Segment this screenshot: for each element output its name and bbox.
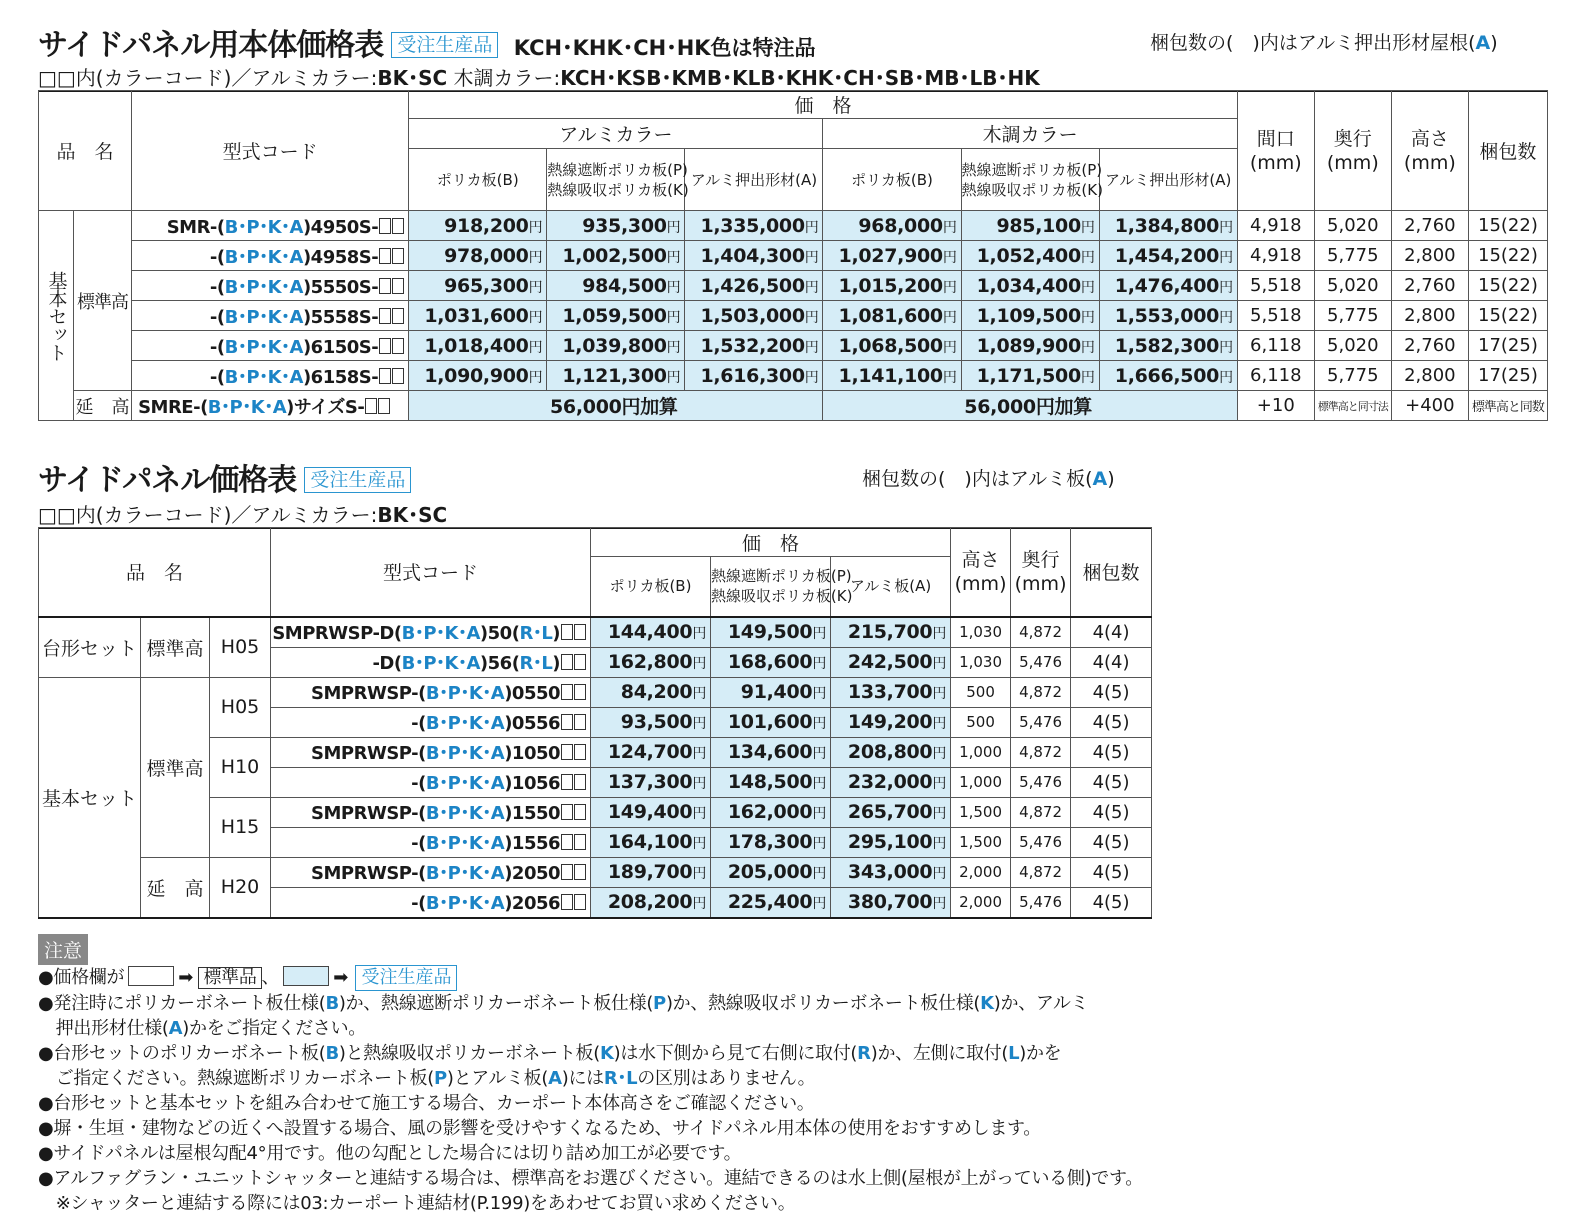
- price-wood-pk: 1,109,500円: [961, 301, 1099, 331]
- t2-pack-note-close: ): [1107, 468, 1115, 490]
- t2-pack-note: [862, 464, 1115, 491]
- model-code: SMR-(B･P･K･A)4950S-: [132, 211, 409, 241]
- pack-value: 標準高と同数: [1468, 391, 1547, 421]
- notes-header: [38, 934, 88, 965]
- t1-h-alu-pk: [547, 149, 689, 211]
- height-value: 2,000: [951, 857, 1011, 887]
- note-line: ●発注時にポリカーボネート板仕様(B)か、熱線遮断ポリカーボネート板仕様(P)か、熱線吸収ポリカーボネート板仕様(K)か、アルミ: [38, 993, 1089, 1014]
- note-line: ご指定ください。熱線遮断ポリカーボネート板(P)とアルミ板(A)にはR･Lの区別はありません。: [38, 1068, 816, 1089]
- pack-value: 4(5): [1071, 737, 1152, 767]
- height-value: 2,800: [1391, 241, 1468, 271]
- height-value: 500: [951, 677, 1011, 707]
- height-value: 1,030: [951, 617, 1011, 648]
- price-alu-a: 1,616,300円: [685, 361, 823, 391]
- t1-pack-note: [1150, 28, 1498, 55]
- table-row: [39, 241, 1548, 271]
- t1-h-depth: 奥行 (mm): [1314, 91, 1391, 211]
- t1-h-alu-b: ポリカ板(B): [409, 149, 547, 211]
- made-label: 受注生産品: [355, 965, 457, 991]
- note-line: ●アルファグラン・ユニットシャッターと連結する場合は、標準高をお選びください。連結できるのは水上側(屋根が上がっている側)です。: [38, 1168, 1143, 1189]
- price-a: 242,500円: [831, 647, 951, 677]
- t1-h-alu-p: 熱線遮断ポリカ板(P): [547, 160, 688, 179]
- depth-value: 5,020: [1314, 211, 1391, 241]
- arrow-icon: ➡: [178, 967, 194, 988]
- t2-h-price: 価 格: [591, 528, 951, 557]
- price-wood-pk: 1,052,400円: [961, 241, 1099, 271]
- price-alu-b: 918,200円: [409, 211, 547, 241]
- depth-value: 4,872: [1011, 857, 1071, 887]
- pack-value: 4(5): [1071, 857, 1152, 887]
- t2-legend-pre: □□内(カラーコード)／アルミカラー:: [38, 503, 378, 527]
- price-alu-pk: 984,500円: [547, 271, 685, 301]
- t2-legend-alu: BK･SC: [377, 503, 448, 527]
- price-pk: 91,400円: [711, 677, 831, 707]
- notes-legend: [38, 965, 1143, 991]
- price-pk: 148,500円: [711, 767, 831, 797]
- price-wood-a: 1,454,200円: [1099, 241, 1237, 271]
- made-sample-swatch: [283, 966, 329, 986]
- note-line: ●台形セットのポリカーボネート板(B)と熱線吸収ポリカーボネート板(K)は水下側から見て右側に取付(R)か、左側に取付(L)かを: [38, 1043, 1062, 1064]
- t1-h-wood-k: 熱線吸収ポリカ板(K): [961, 180, 1103, 199]
- model-code: -(B･P･K･A)6150S-: [132, 331, 409, 361]
- price-alu-b: 1,031,600円: [409, 301, 547, 331]
- price-pk: 168,600円: [711, 647, 831, 677]
- t2-h-b: ポリカ板(B): [591, 557, 711, 617]
- price-a: 133,700円: [831, 677, 951, 707]
- price-a: 380,700円: [831, 887, 951, 918]
- t2-h-depth: 奥行 (mm): [1011, 528, 1071, 617]
- price-wood-a: 1,384,800円: [1099, 211, 1237, 241]
- note-line: 押出形材仕様(A)かをご指定ください。: [38, 1018, 366, 1039]
- t1-title: サイドパネル用本体価格表: [38, 28, 384, 63]
- height-value: 1,000: [951, 767, 1011, 797]
- price-a: 295,100円: [831, 827, 951, 857]
- price-wood-b: 1,081,600円: [823, 301, 961, 331]
- note-line: ●台形セットと基本セットを組み合わせて施工する場合、カーポート本体高さをご確認ください。: [38, 1093, 815, 1114]
- pack-value: 4(4): [1071, 617, 1152, 648]
- t1-pack-note-a: A: [1475, 32, 1491, 54]
- width-value: 5,518: [1237, 271, 1314, 301]
- t2-h-k: 熱線吸収ポリカ板(K): [711, 587, 853, 606]
- t2-h-name: 品 名: [39, 528, 271, 617]
- depth-value: 5,020: [1314, 271, 1391, 301]
- price-b: 164,100円: [591, 827, 711, 857]
- t1-legend-alu: BK･SC: [377, 66, 448, 90]
- notes-header-label: 注意: [38, 934, 88, 965]
- width-value: 6,118: [1237, 331, 1314, 361]
- t2-std-label: 標準高: [141, 617, 210, 678]
- depth-value: 標準高と同寸法: [1314, 391, 1391, 421]
- price-wood-b: 1,027,900円: [823, 241, 961, 271]
- table-row: [39, 271, 1548, 301]
- model-code: -(B･P･K･A)1556: [271, 827, 591, 857]
- t1-h-wood-pk: [961, 149, 1103, 211]
- t2-h-code: 型式コード: [271, 528, 591, 617]
- height-value: 2,760: [1391, 211, 1468, 241]
- pack-value: 4(5): [1071, 827, 1152, 857]
- height-value: +400: [1391, 391, 1468, 421]
- t2-title: サイドパネル価格表: [38, 463, 297, 498]
- height-value: 1,500: [951, 827, 1011, 857]
- t2-kihon-label: 基本セット: [39, 677, 141, 918]
- price-pk: 162,000円: [711, 797, 831, 827]
- t2-h-pk: [711, 557, 853, 617]
- t1-legend-wood: KCH･KSB･KMB･KLB･KHK･CH･SB･MB･LB･HK: [560, 66, 1040, 90]
- height-value: 1,500: [951, 797, 1011, 827]
- model-code: -(B･P･K･A)5558S-: [132, 301, 409, 331]
- pack-value: 4(5): [1071, 767, 1152, 797]
- note-line: ※シャッターと連結する際には03:カーポート連結材(P.199)をあわせてお買い求めください。: [38, 1193, 796, 1214]
- model-code: -(B･P･K･A)6158S-: [132, 361, 409, 391]
- height-value: 2,000: [951, 887, 1011, 918]
- price-b: 93,500円: [591, 707, 711, 737]
- price-b: 144,400円: [591, 617, 711, 648]
- price-alu-a: 1,335,000円: [685, 211, 823, 241]
- price-wood-b: 1,141,100円: [823, 361, 961, 391]
- price-b: 124,700円: [591, 737, 711, 767]
- price-a: 232,000円: [831, 767, 951, 797]
- t1-pack-note-close: ): [1490, 32, 1498, 54]
- model-code: -D(B･P･K･A)56(R･L): [271, 647, 591, 677]
- t2-pack-note-a: A: [1092, 468, 1108, 490]
- price-wood-pk: 985,100円: [961, 211, 1099, 241]
- std-label: 標準品: [198, 967, 261, 989]
- price-alu-b: 1,018,400円: [409, 331, 547, 361]
- height-value: 1,030: [951, 647, 1011, 677]
- price-pk: 101,600円: [711, 707, 831, 737]
- price-pk: 205,000円: [711, 857, 831, 887]
- price-alu-pk: 1,039,800円: [547, 331, 685, 361]
- t2-h-a: アルミ板(A): [831, 557, 951, 617]
- price-pk: 225,400円: [711, 887, 831, 918]
- t1-h-pack: 梱包数: [1468, 91, 1547, 211]
- t1-h-wood-a: アルミ押出形材(A): [1099, 149, 1237, 211]
- price-b: 84,200円: [591, 677, 711, 707]
- width-value: 6,118: [1237, 361, 1314, 391]
- t2-pack-note-text: 梱包数の( )内はアルミ板(: [862, 468, 1093, 490]
- pack-value: 4(5): [1071, 797, 1152, 827]
- model-code: SMPRWSP-(B･P･K･A)1050: [271, 737, 591, 767]
- t2-h-p: 熱線遮断ポリカ板(P): [711, 567, 852, 586]
- depth-value: 5,476: [1011, 827, 1071, 857]
- price-pk: 149,500円: [711, 617, 831, 648]
- price-b: 137,300円: [591, 767, 711, 797]
- price-b: 208,200円: [591, 887, 711, 918]
- model-code: SMPRWSP-(B･P･K･A)1550: [271, 797, 591, 827]
- t1-h-height: 高さ (mm): [1391, 91, 1468, 211]
- price-alu-pk: 1,002,500円: [547, 241, 685, 271]
- t1-legend: [38, 62, 1548, 92]
- t2-legend: [38, 499, 1151, 529]
- t1-legend-pre: □□内(カラーコード)／アルミカラー:: [38, 66, 378, 90]
- t1-std-label: 標準高: [74, 211, 132, 391]
- height-value: 2,760: [1391, 271, 1468, 301]
- t1-table: [38, 90, 1548, 421]
- model-code: -(B･P･K･A)4958S-: [132, 241, 409, 271]
- price-alu-pk: 935,300円: [547, 211, 685, 241]
- table-row: [39, 301, 1548, 331]
- t2-title-block: [38, 455, 411, 499]
- price-wood-b: 968,000円: [823, 211, 961, 241]
- note-line: ●サイドパネルは屋根勾配4°用です。他の勾配とした場合には切り詰め加工が必要です。: [38, 1143, 742, 1164]
- t1-h-name: 品 名: [39, 91, 132, 211]
- t2-h-pack: 梱包数: [1071, 528, 1152, 617]
- t1-ext-label: 延 高: [74, 391, 132, 421]
- price-alu-a: 1,404,300円: [685, 241, 823, 271]
- table-row: [39, 617, 1152, 648]
- table-row: [39, 361, 1548, 391]
- height-value: 2,760: [1391, 331, 1468, 361]
- depth-value: 4,872: [1011, 797, 1071, 827]
- t1-h-alu-a: アルミ押出形材(A): [685, 149, 823, 211]
- price-wood-a: 1,582,300円: [1099, 331, 1237, 361]
- pack-value: 15(22): [1468, 271, 1547, 301]
- price-wood-a: 1,476,400円: [1099, 271, 1237, 301]
- depth-value: 5,476: [1011, 887, 1071, 918]
- model-code: SMPRWSP-(B･P･K･A)2050: [271, 857, 591, 887]
- model-code: -(B･P･K･A)1056: [271, 767, 591, 797]
- depth-value: 4,872: [1011, 617, 1071, 648]
- price-pk: 178,300円: [711, 827, 831, 857]
- ext-wood-price: 56,000円加算: [823, 391, 1237, 421]
- note-line: ●塀・生垣・建物などの近くへ設置する場合、風の影響を受けやすくなるため、サイドパネル用本体の使用をおすすめします。: [38, 1118, 1042, 1139]
- t2-std-label: 標準高: [141, 677, 210, 857]
- price-a: 343,000円: [831, 857, 951, 887]
- height-value: 2,800: [1391, 301, 1468, 331]
- pack-value: 15(22): [1468, 301, 1547, 331]
- t2-h-code-label: H05: [210, 617, 271, 678]
- t1-special: KCH･KHK･CH･HK色は特注品: [513, 36, 816, 60]
- model-code: -(B･P･K･A)5550S-: [132, 271, 409, 301]
- t1-h-wood-p: 熱線遮断ポリカ板(P): [961, 160, 1103, 179]
- t1-h-width: 間口 (mm): [1237, 91, 1314, 211]
- price-wood-a: 1,666,500円: [1099, 361, 1237, 391]
- height-value: 1,000: [951, 737, 1011, 767]
- t2-h-code-label: H15: [210, 797, 271, 857]
- t1-tag: 受注生産品: [391, 32, 498, 58]
- price-alu-pk: 1,059,500円: [547, 301, 685, 331]
- table-row-ext: [39, 391, 1548, 421]
- pack-value: 4(5): [1071, 887, 1152, 918]
- price-pk: 134,600円: [711, 737, 831, 767]
- price-a: 149,200円: [831, 707, 951, 737]
- width-value: 5,518: [1237, 301, 1314, 331]
- t1-h-alu-k: 熱線吸収ポリカ板(K): [547, 180, 689, 199]
- notes-body: [38, 965, 1143, 1216]
- table-row: [39, 331, 1548, 361]
- model-code: -(B･P･K･A)0556: [271, 707, 591, 737]
- price-wood-pk: 1,034,400円: [961, 271, 1099, 301]
- t2-h-height: 高さ (mm): [951, 528, 1011, 617]
- price-alu-a: 1,426,500円: [685, 271, 823, 301]
- price-alu-b: 965,300円: [409, 271, 547, 301]
- price-wood-pk: 1,171,500円: [961, 361, 1099, 391]
- price-wood-b: 1,068,500円: [823, 331, 961, 361]
- pack-value: 17(25): [1468, 331, 1547, 361]
- t2-table: [38, 527, 1152, 919]
- depth-value: 5,476: [1011, 707, 1071, 737]
- t2-daikei-label: 台形セット: [39, 617, 141, 678]
- t1-h-alu: アルミカラー: [409, 119, 823, 149]
- table-row: [39, 857, 1152, 887]
- model-code: SMRE-(B･P･K･A)サイズS-: [132, 391, 409, 421]
- pack-value: 15(22): [1468, 211, 1547, 241]
- notes-sep: 、: [261, 967, 280, 988]
- price-b: 162,800円: [591, 647, 711, 677]
- price-alu-a: 1,532,200円: [685, 331, 823, 361]
- t1-pack-note-text: 梱包数の( )内はアルミ押出形材屋根(: [1150, 32, 1476, 54]
- depth-value: 5,775: [1314, 241, 1391, 271]
- pack-value: 15(22): [1468, 241, 1547, 271]
- price-wood-pk: 1,089,900円: [961, 331, 1099, 361]
- price-a: 265,700円: [831, 797, 951, 827]
- t1-h-price: 価 格: [409, 91, 1238, 119]
- price-b: 149,400円: [591, 797, 711, 827]
- depth-value: 5,020: [1314, 331, 1391, 361]
- t1-title-block: [38, 20, 816, 64]
- height-value: 500: [951, 707, 1011, 737]
- table-row: [39, 211, 1548, 241]
- notes-legend-pre: ●価格欄が: [38, 967, 125, 988]
- price-b: 189,700円: [591, 857, 711, 887]
- price-alu-b: 1,090,900円: [409, 361, 547, 391]
- width-value: 4,918: [1237, 241, 1314, 271]
- std-sample-swatch: [128, 966, 174, 986]
- price-a: 215,700円: [831, 617, 951, 648]
- price-alu-b: 978,000円: [409, 241, 547, 271]
- price-alu-a: 1,503,000円: [685, 301, 823, 331]
- pack-value: 17(25): [1468, 361, 1547, 391]
- t1-h-wood-b: ポリカ板(B): [823, 149, 961, 211]
- depth-value: 5,775: [1314, 301, 1391, 331]
- price-alu-pk: 1,121,300円: [547, 361, 685, 391]
- price-wood-b: 1,015,200円: [823, 271, 961, 301]
- t2-h-code-label: H20: [210, 857, 271, 918]
- t1-legend-mid: 木調カラー:: [447, 66, 561, 90]
- pack-value: 4(4): [1071, 647, 1152, 677]
- model-code: SMPRWSP-(B･P･K･A)0550: [271, 677, 591, 707]
- width-value: 4,918: [1237, 211, 1314, 241]
- t2-tag: 受注生産品: [304, 467, 411, 493]
- pack-value: 4(5): [1071, 707, 1152, 737]
- table-row: [39, 677, 1152, 707]
- depth-value: 5,775: [1314, 361, 1391, 391]
- model-code: SMPRWSP-D(B･P･K･A)50(R･L): [271, 617, 591, 648]
- t1-h-code: 型式コード: [132, 91, 409, 211]
- t2-ext-label: 延 高: [141, 857, 210, 918]
- arrow-icon: ➡: [333, 967, 349, 988]
- height-value: 2,800: [1391, 361, 1468, 391]
- t2-h-code-label: H10: [210, 737, 271, 797]
- t2-h-code-label: H05: [210, 677, 271, 737]
- depth-value: 4,872: [1011, 737, 1071, 767]
- pack-value: 4(5): [1071, 677, 1152, 707]
- width-value: +10: [1237, 391, 1314, 421]
- depth-value: 4,872: [1011, 677, 1071, 707]
- price-wood-a: 1,553,000円: [1099, 301, 1237, 331]
- price-a: 208,800円: [831, 737, 951, 767]
- depth-value: 5,476: [1011, 767, 1071, 797]
- model-code: -(B･P･K･A)2056: [271, 887, 591, 918]
- ext-alu-price: 56,000円加算: [409, 391, 823, 421]
- t1-h-wood: 木調カラー: [823, 119, 1237, 149]
- t1-group-label: 基本セット: [39, 211, 74, 421]
- depth-value: 5,476: [1011, 647, 1071, 677]
